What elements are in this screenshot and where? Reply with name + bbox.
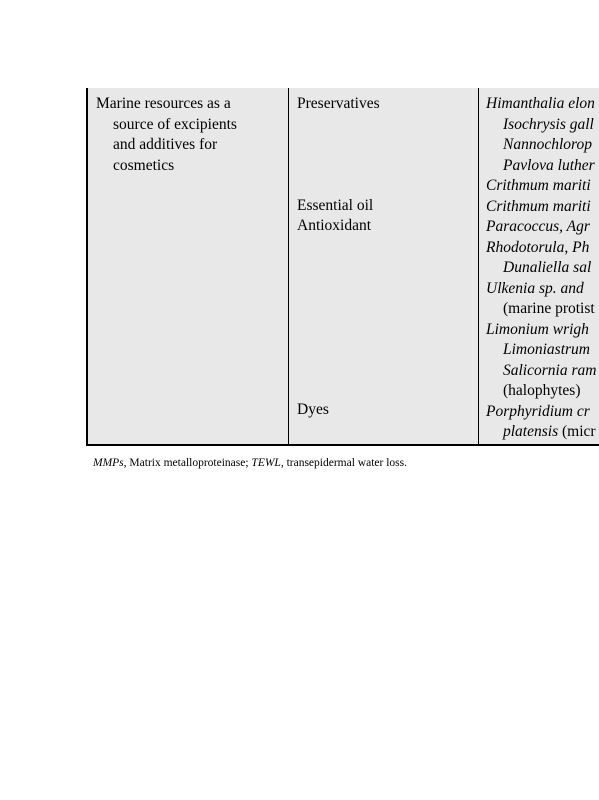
footnote-def-mmps: , Matrix metalloproteinase; [123, 457, 252, 469]
excipients-table [86, 88, 599, 446]
function-antioxidant: Antioxidant [297, 217, 372, 234]
category-line: and additives for [113, 136, 218, 153]
source-column [478, 88, 599, 444]
source-italic-part: platensis [503, 423, 559, 440]
function-column [288, 88, 479, 444]
source-line: Limonium wrigh [486, 320, 589, 338]
function-essential-oil: Essential oil [297, 197, 374, 214]
source-line: Nannochlorop [503, 136, 592, 153]
footnote-abbr-tewl: TEWL [251, 457, 281, 469]
category-line: source of excipients [113, 115, 237, 133]
footnote-abbr-mmps: MMPs [93, 457, 124, 469]
source-line: Dunaliella sal [503, 259, 592, 276]
source-plain-part: (micr [558, 423, 596, 440]
footnote-def-tewl: , transepidermal water loss. [280, 457, 407, 469]
source-list [486, 94, 596, 443]
source-line: Pavlova luther [503, 156, 595, 174]
source-line: Crithmum mariti [486, 177, 591, 194]
source-line: (marine protist [503, 300, 595, 317]
source-line: Ulkenia sp. and [486, 279, 584, 297]
source-line: Limoniastrum [503, 341, 590, 358]
source-line: (halophytes) [503, 382, 581, 399]
function-dyes: Dyes [297, 401, 329, 418]
category-cell [96, 94, 237, 176]
source-line: Himanthalia elon [486, 95, 595, 112]
category-line: Marine resources as a [96, 95, 231, 112]
function-preservatives: Preservatives [297, 95, 380, 112]
source-line: Salicornia ram [503, 361, 597, 379]
source-line: Porphyridium cr [486, 402, 590, 420]
source-line [486, 422, 596, 443]
source-line: Crithmum mariti [486, 197, 591, 215]
category-column [88, 88, 288, 444]
source-line: Isochrysis gall [503, 115, 594, 133]
category-line: cosmetics [113, 156, 175, 174]
table-footnote [93, 457, 407, 469]
source-line: Rhodotorula, Ph [486, 238, 590, 256]
source-line: Paracoccus, Agr [486, 218, 590, 235]
